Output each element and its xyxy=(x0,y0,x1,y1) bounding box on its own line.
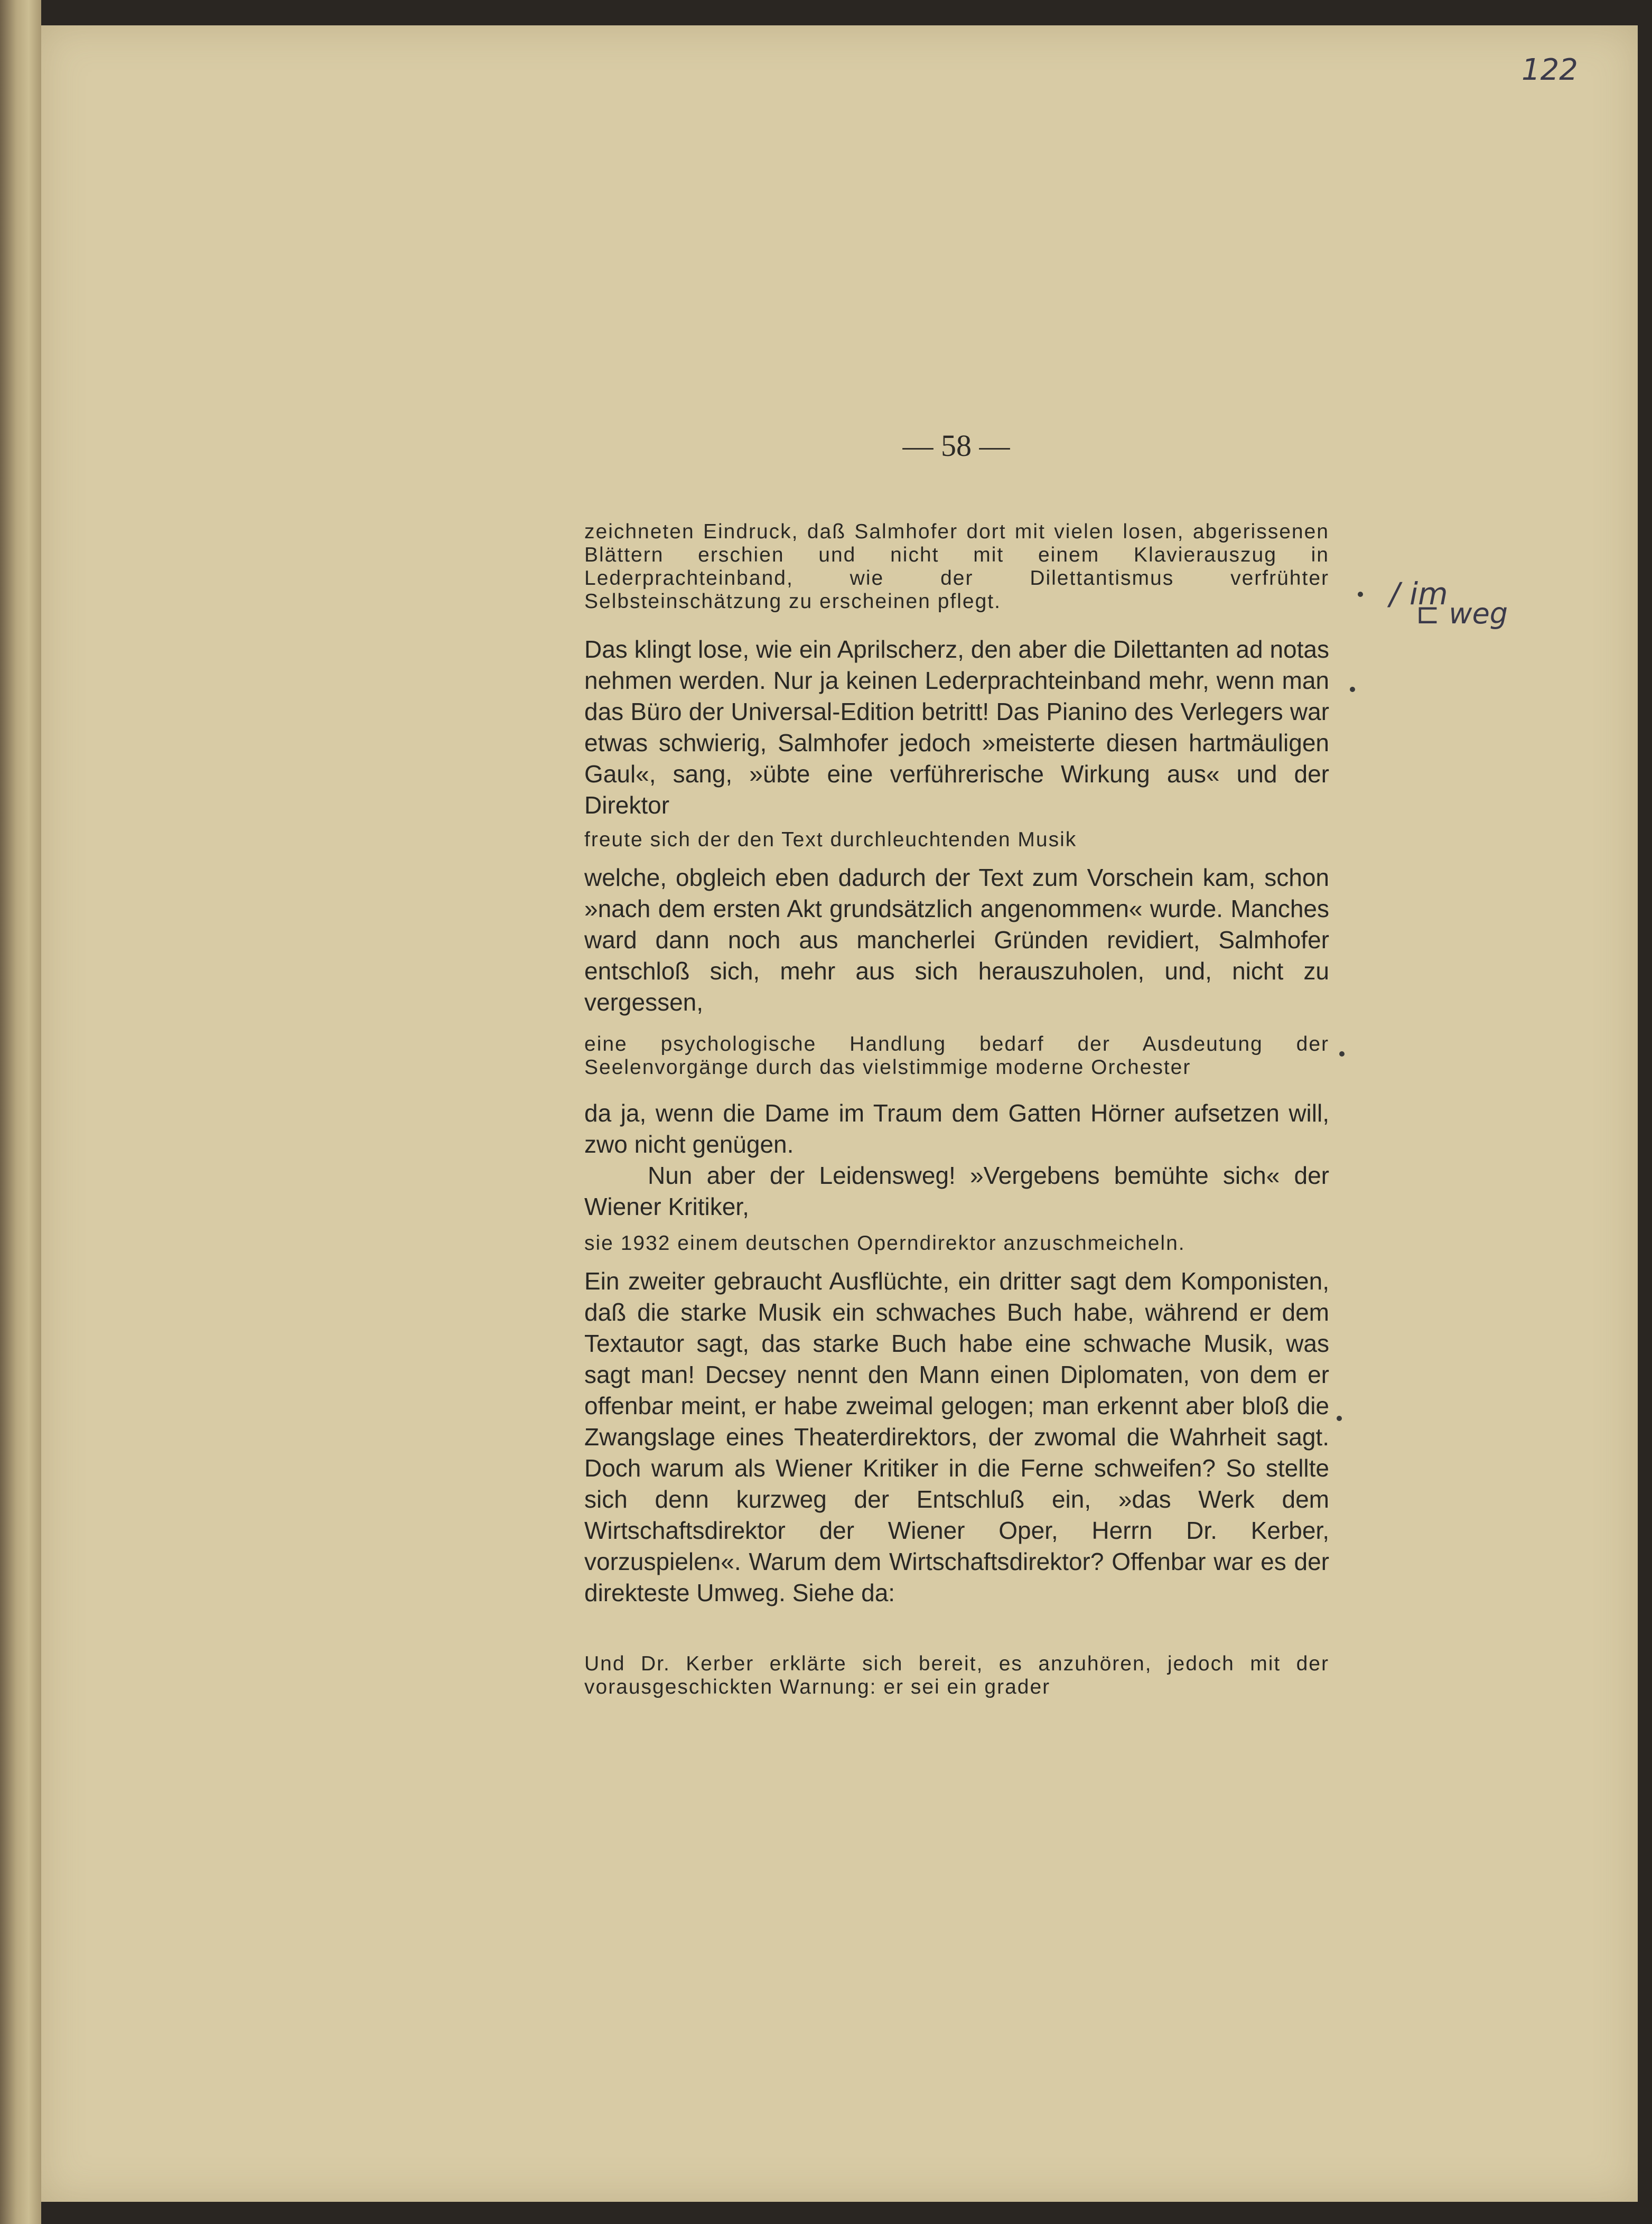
margin-tick-mark xyxy=(1339,1051,1345,1057)
margin-tick-mark xyxy=(1337,1416,1342,1421)
text-block-small: eine psychologische Handlung bedarf der Ausdeutung der Seelenvorgänge durch das vielstimmige moderne Orchester xyxy=(584,1033,1329,1079)
text-block: da ja, wenn die Dame im Traum dem Gatten Hörner aufsetzen will, zwo nicht genügen. xyxy=(584,1099,1329,1158)
text-block: Ein zweiter gebraucht Ausflüchte, ein dritter sagt dem Komponisten, daß die starke Musik ein schwaches Buch habe, während er dem Textautor sagt, das starke Buch habe eine schwache Musik, was sagt man! Decsey nennt den Mann einen Diplomaten, von dem er offenbar meint, er habe zweimal gelogen; man erkennt aber bloß die Zwangslage eines Theaterdirektors, der zwomal die Wahrheit sagt. Doch warum als Wiener Kritiker in die Ferne schweifen? So stellte sich denn kurzweg der Entschluß ein, »das Werk dem Wirtschaftsdirektor der Wiener Oper, Herrn Dr. Kerber, vorzuspielen«. Warum dem Wirtschaftsdirektor? Offenbar war es der direkteste Umweg. Siehe da: xyxy=(584,1267,1329,1606)
text-block-small: Und Dr. Kerber erklärte sich bereit, es anzuhören, jedoch mit der vorausgeschickten Warnung: er sei ein grader xyxy=(584,1652,1329,1698)
text-block: welche, obgleich eben dadurch der Text zum Vorschein kam, schon »nach dem ersten Akt grundsätzlich angenommen« wurde. Manches ward dann noch aus mancherlei Gründen revidiert, Salmhofer entschloß sich, mehr aus sich herauszuholen, und, nicht zu vergessen, xyxy=(584,864,1329,1016)
margin-note: / im xyxy=(1389,576,1448,612)
text-group xyxy=(584,1098,1329,1222)
text-block: Das klingt lose, wie ein Aprilscherz, den aber die Dilettanten ad notas nehmen werden. Nur ja keinen Lederprachteinband mehr, wenn man das Büro der Universal-Edition betritt! Das Pianino des Verlegers war etwas schwierig, Salmhofer jedoch »meisterte diesen hartmäuligen Gaul«, sang, »übte eine verführerische Wirkung aus« und der Direktor xyxy=(584,636,1329,819)
margin-tick-mark xyxy=(1350,687,1355,692)
page-number: — 58 — xyxy=(902,428,1010,463)
text-block-small: zeichneten Eindruck, daß Salmhofer dort mit vielen losen, abgerissenen Blättern erschien und nicht mit einem Klavierauszug in Lederprachteinband, wie der Dilettantismus verfrühter Selbsteinschätzung zu erscheinen pflegt. xyxy=(584,520,1329,613)
margin-note: ⊏ weg xyxy=(1416,597,1508,630)
folio-number: 122 xyxy=(1522,53,1578,87)
text-block-indented: Nun aber der Leidensweg! »Vergebens bemühte sich« der Wiener Kritiker, xyxy=(584,1162,1329,1220)
text-block-small: sie 1932 einem deutschen Operndirektor anzuschmeicheln. xyxy=(584,1232,1186,1255)
book-spine xyxy=(0,0,41,2224)
margin-tick-mark xyxy=(1358,592,1363,597)
text-block-small: freute sich der den Text durchleuchtenden Musik xyxy=(584,828,1077,851)
